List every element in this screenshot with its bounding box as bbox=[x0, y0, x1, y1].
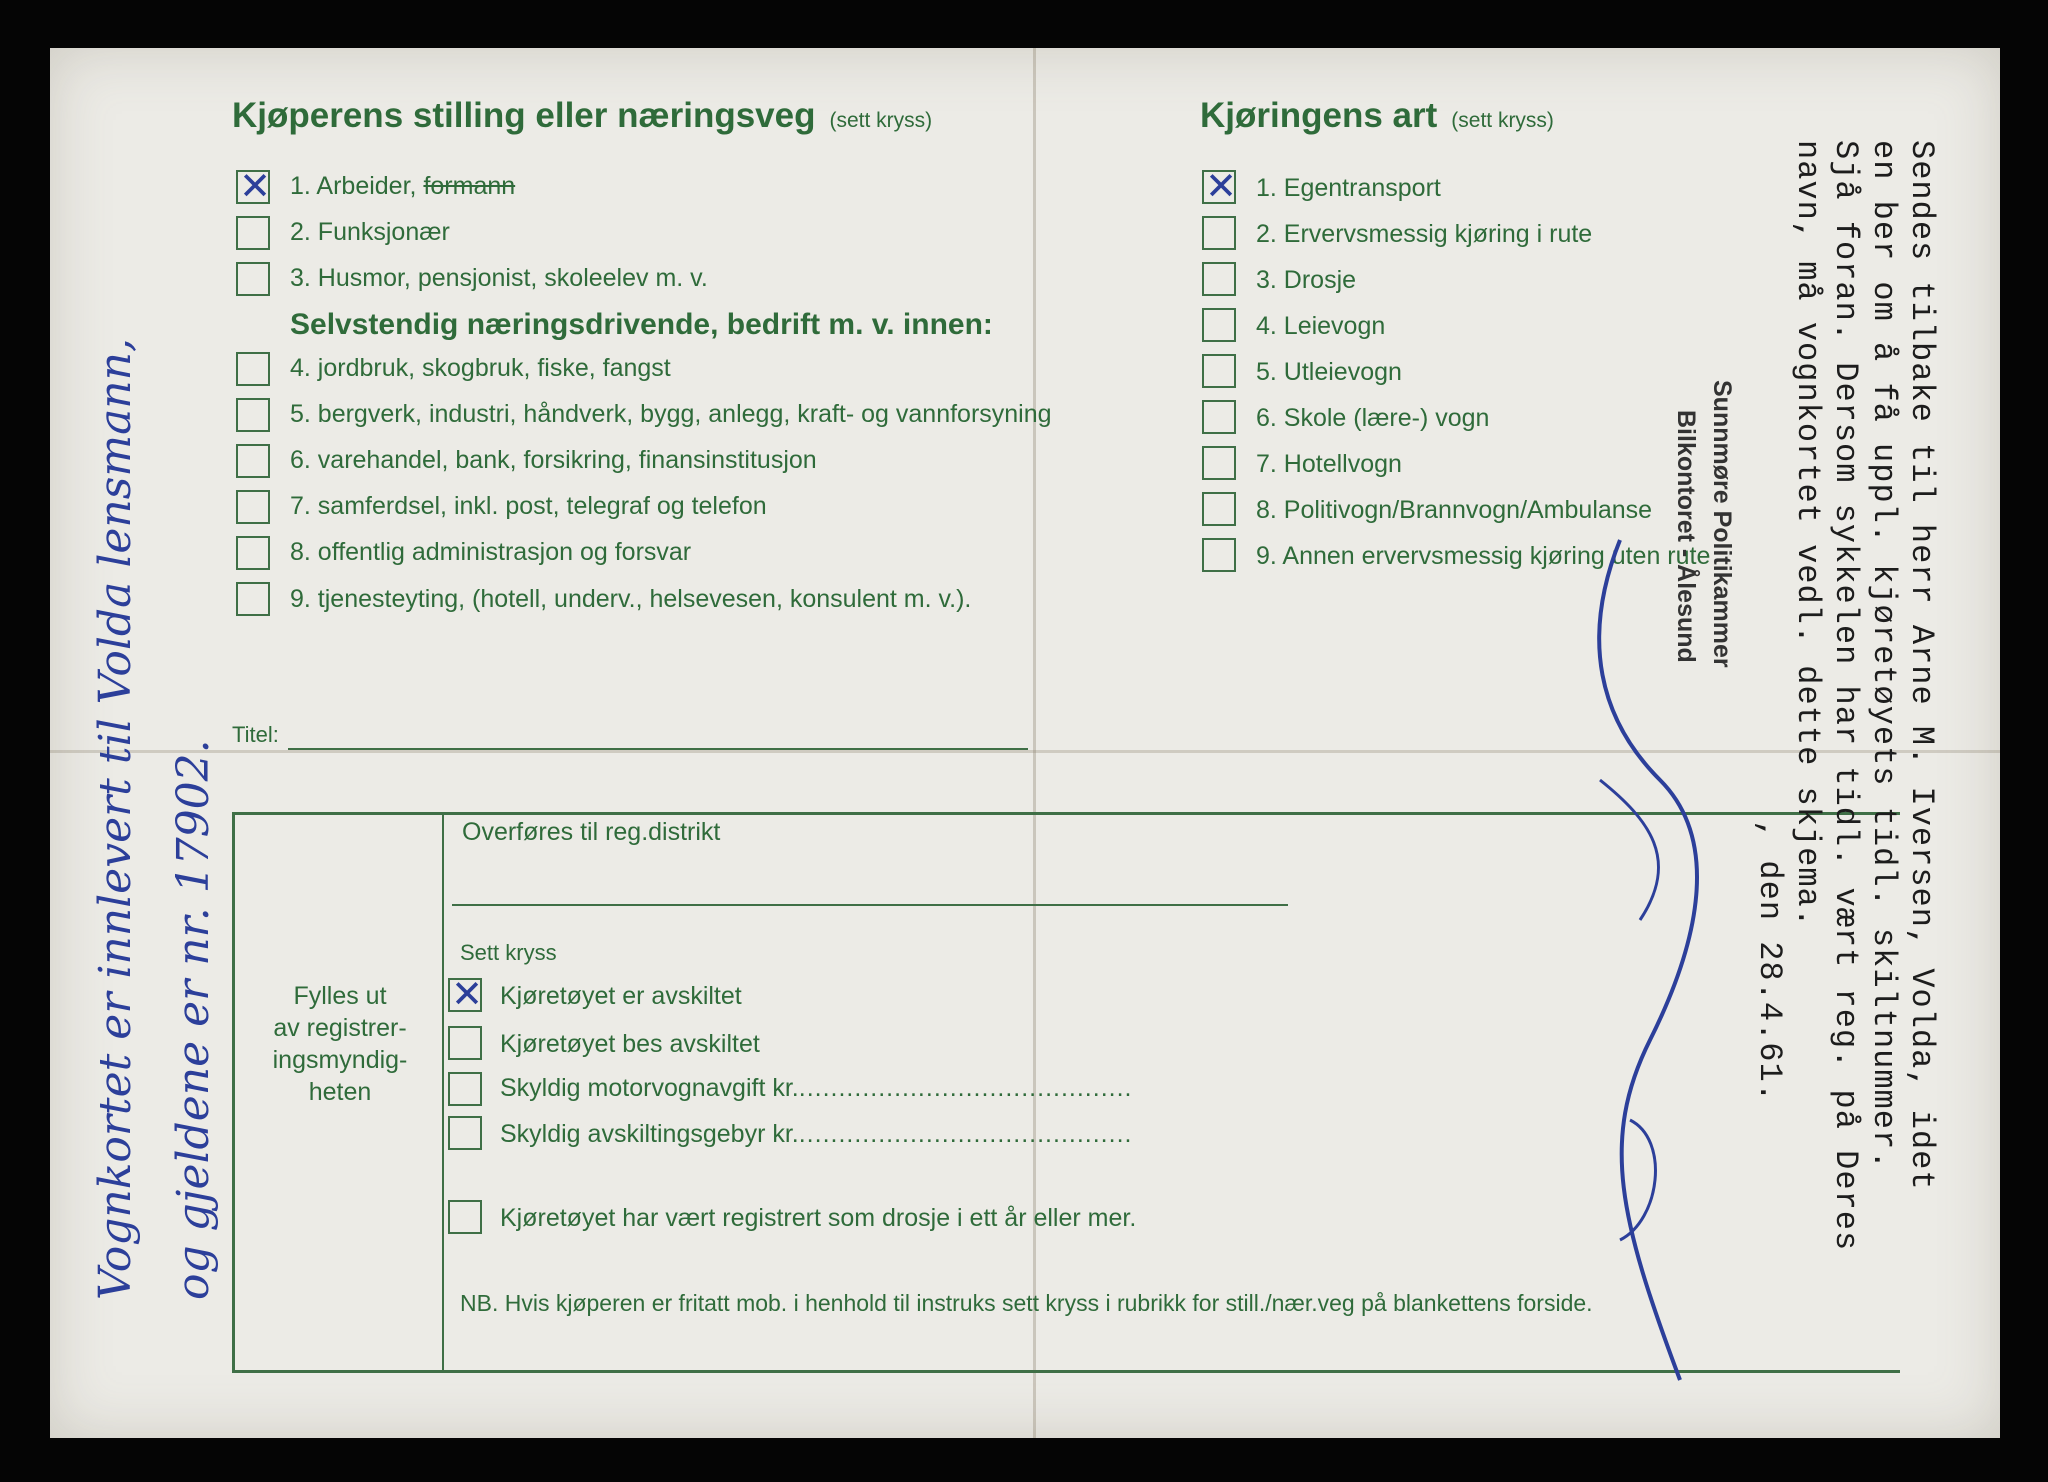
checkbox-funksjonaer[interactable] bbox=[236, 216, 270, 250]
checkbox-drosje[interactable] bbox=[1202, 262, 1236, 296]
option-husmor: 3. Husmor, pensjonist, skoleelev m. v. bbox=[290, 264, 708, 292]
checkbox-egentransport[interactable] bbox=[1202, 164, 1237, 208]
option-bergverk: 5. bergverk, industri, håndverk, bygg, anlegg, kraft- og vannforsyning bbox=[290, 400, 1052, 428]
option-bes-avskiltet: Kjøretøyet bes avskiltet bbox=[500, 1030, 760, 1058]
handwritten-note-line-1: Vognkortet er innlevert til Volda lensmann, bbox=[90, 338, 141, 1300]
checkbox-tjenesteyting[interactable] bbox=[236, 582, 270, 616]
title-line bbox=[288, 748, 1028, 750]
option-utleievogn: 5. Utleievogn bbox=[1256, 358, 1402, 386]
police-stamp-line-2: Bilkontoret - Ålesund bbox=[1672, 410, 1700, 663]
checkbox-jordbruk[interactable] bbox=[236, 352, 270, 386]
checkbox-utleievogn[interactable] bbox=[1202, 354, 1236, 388]
option-avskiltet: Kjøretøyet er avskiltet bbox=[500, 982, 742, 1010]
bottom-box-left-border bbox=[232, 812, 235, 1372]
bottom-box-divider bbox=[442, 812, 444, 1370]
checkbox-annen[interactable] bbox=[1202, 538, 1236, 572]
checkbox-politivogn[interactable] bbox=[1202, 492, 1236, 526]
option-tjenesteyting: 9. tjenesteyting, (hotell, underv., helsevesen, konsulent m. v.). bbox=[290, 585, 972, 613]
side-label-line-1: Fylles ut bbox=[293, 982, 387, 1010]
fill-in-side-label bbox=[252, 980, 428, 1108]
option-drosje: 3. Drosje bbox=[1256, 266, 1357, 294]
checkbox-skolevogn[interactable] bbox=[1202, 400, 1236, 434]
right-heading-note: (sett kryss) bbox=[1451, 109, 1554, 132]
checkbox-leievogn[interactable] bbox=[1202, 308, 1236, 342]
checkbox-hotellvogn[interactable] bbox=[1202, 446, 1236, 480]
typed-note-date: , den 28.4.61. bbox=[1751, 820, 1788, 1103]
option-samferdsel: 7. samferdsel, inkl. post, telegraf og telefon bbox=[290, 492, 767, 520]
option-hotellvogn: 7. Hotellvogn bbox=[1256, 450, 1402, 478]
side-label-line-4: heten bbox=[308, 1078, 372, 1106]
option-motorvognavgift bbox=[500, 1074, 1132, 1103]
handwritten-note-line-2: og gjeldene er nr. 17902. bbox=[168, 739, 219, 1300]
checkbox-avskiltingsgebyr[interactable] bbox=[448, 1116, 482, 1150]
motorvognavgift-dots: .......................................... bbox=[798, 1074, 1133, 1102]
option-drosje-aar: Kjøretøyet har vært registrert som drosje i ett år eller mer. bbox=[500, 1204, 1137, 1232]
sett-kryss-label: Sett kryss bbox=[460, 940, 557, 965]
checkbox-avskiltet[interactable] bbox=[448, 972, 483, 1016]
nb-note: NB. Hvis kjøperen er fritatt mob. i henhold til instruks sett kryss i rubrikk for still./nær.veg på blankettens forside. bbox=[460, 1290, 1593, 1316]
check-x-icon: ✕ bbox=[239, 164, 271, 208]
option-funksjonaer: 2. Funksjonær bbox=[290, 218, 450, 246]
avskiltingsgebyr-label: Skyldig avskiltingsgebyr kr. bbox=[500, 1120, 799, 1148]
checkbox-offentlig[interactable] bbox=[236, 536, 270, 570]
option-annen: 9. Annen ervervsmessig kjøring uten rute bbox=[1256, 542, 1711, 570]
checkbox-arbeider[interactable] bbox=[236, 164, 271, 208]
option-jordbruk: 4. jordbruk, skogbruk, fiske, fangst bbox=[290, 354, 671, 382]
right-heading bbox=[1200, 96, 1554, 136]
option-arbeider bbox=[290, 172, 515, 201]
left-heading-note: (sett kryss) bbox=[829, 109, 933, 132]
checkbox-bes-avskiltet[interactable] bbox=[448, 1026, 482, 1060]
checkbox-husmor[interactable] bbox=[236, 262, 270, 296]
left-heading-text: Kjøperens stilling eller næringsveg bbox=[232, 96, 816, 135]
avskiltingsgebyr-dots: .......................................... bbox=[798, 1120, 1133, 1148]
checkbox-motorvognavgift[interactable] bbox=[448, 1072, 482, 1106]
side-label-line-3: ingsmyndig- bbox=[272, 1046, 408, 1074]
left-subheading: Selvstendig næringsdrivende, bedrift m. v. innen: bbox=[290, 308, 993, 341]
check-x-icon: ✕ bbox=[1205, 164, 1237, 208]
option-offentlig: 8. offentlig administrasjon og forsvar bbox=[290, 538, 692, 566]
title-label: Titel: bbox=[232, 722, 279, 747]
option-rute: 2. Ervervsmessig kjøring i rute bbox=[1256, 220, 1593, 248]
option-formann-struck: formann bbox=[423, 172, 516, 200]
signature-scribble bbox=[1560, 520, 1760, 1420]
transfer-line bbox=[452, 904, 1288, 906]
checkbox-varehandel[interactable] bbox=[236, 444, 270, 478]
option-avskiltingsgebyr bbox=[500, 1120, 1132, 1149]
checkbox-samferdsel[interactable] bbox=[236, 490, 270, 524]
checkbox-bergverk[interactable] bbox=[236, 398, 270, 432]
left-heading bbox=[232, 96, 932, 136]
right-heading-text: Kjøringens art bbox=[1200, 96, 1438, 135]
option-politivogn: 8. Politivogn/Brannvogn/Ambulanse bbox=[1256, 496, 1653, 524]
typed-note-line-4: navn, må vognkortet vedl. dette skjema. bbox=[1789, 140, 1826, 928]
typed-note-line-1: Sendes tilbake til herr Arne M. Iversen, Volda, idet bbox=[1903, 140, 1940, 1191]
side-label-line-2: av registrer- bbox=[273, 1014, 407, 1042]
option-varehandel: 6. varehandel, bank, forsikring, finansinstitusjon bbox=[290, 446, 817, 474]
option-leievogn: 4. Leievogn bbox=[1256, 312, 1386, 340]
typed-note-line-3: Sjå foran. Dersom sykkelen har tidl. vært reg. på Deres bbox=[1827, 140, 1864, 1252]
option-egentransport: 1. Egentransport bbox=[1256, 174, 1441, 202]
checkbox-rute[interactable] bbox=[1202, 216, 1236, 250]
option-skolevogn: 6. Skole (lære-) vogn bbox=[1256, 404, 1490, 432]
police-stamp-line-1: Sunnmøre Politikammer bbox=[1708, 380, 1736, 668]
checkbox-drosje-aar[interactable] bbox=[448, 1200, 482, 1234]
check-x-icon: ✕ bbox=[451, 972, 483, 1016]
motorvognavgift-label: Skyldig motorvognavgift kr. bbox=[500, 1074, 799, 1102]
typed-note-line-2: en ber om å få uppl. kjøretøyets tidl. skiltnummer. bbox=[1865, 140, 1902, 1171]
option-arbeider-label: 1. Arbeider, bbox=[290, 172, 417, 200]
transfer-label: Overføres til reg.distrikt bbox=[462, 818, 721, 846]
